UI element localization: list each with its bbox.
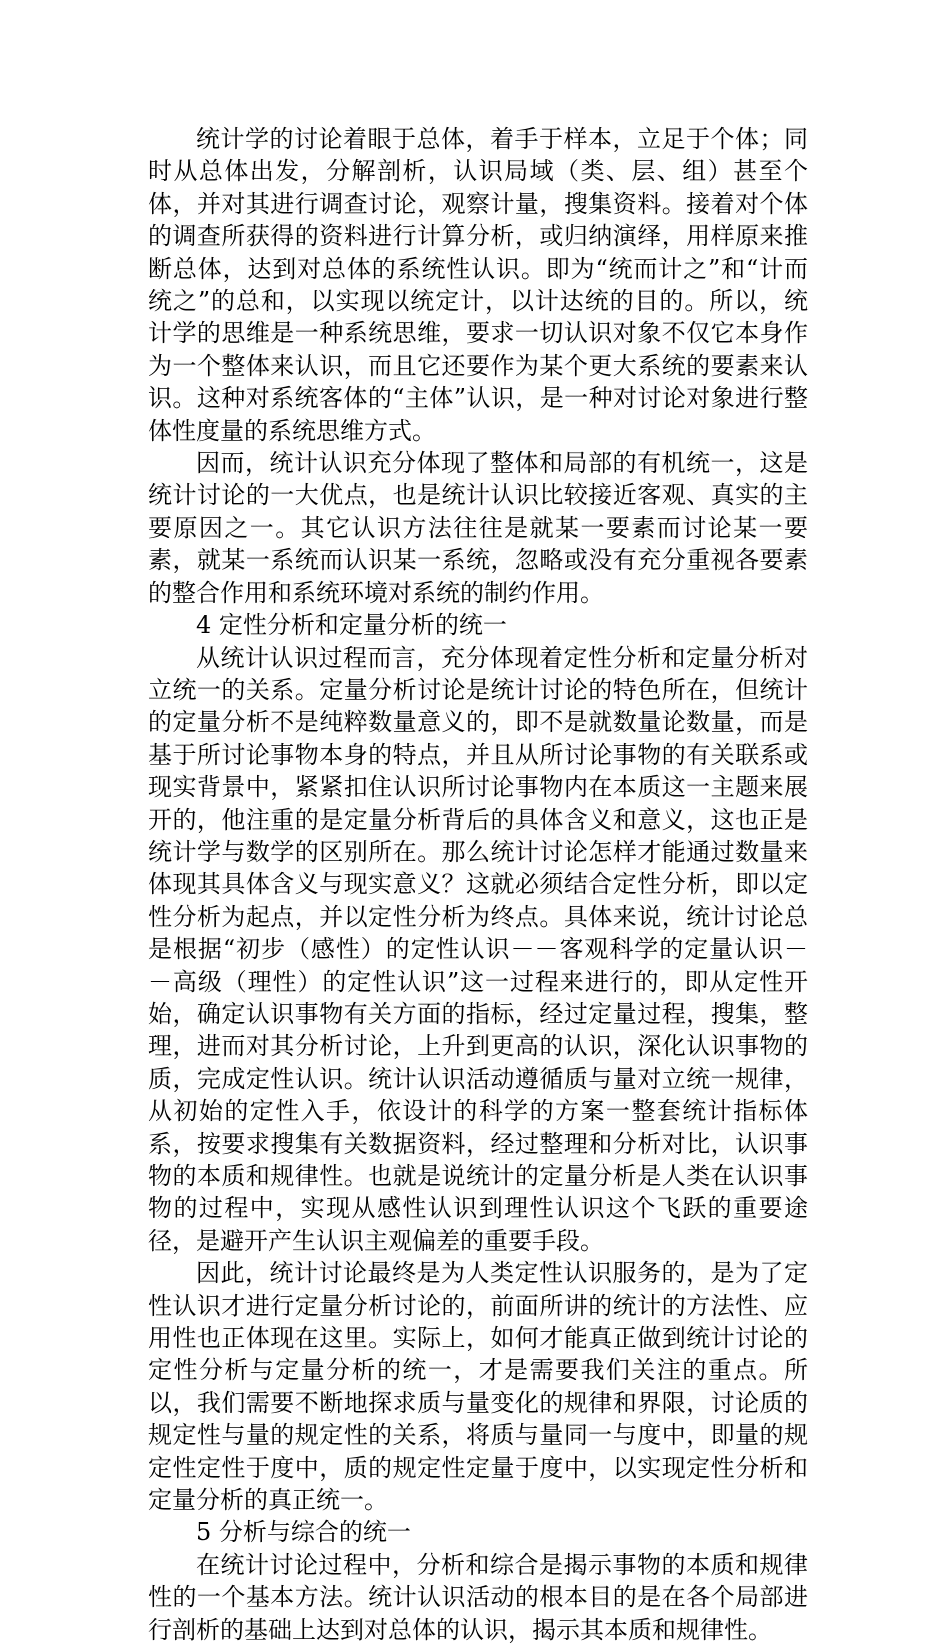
paragraph-system-thinking: 统计学的讨论着眼于总体，着手于样本，立足于个体；同时从总体出发，分解剖析，认识局域（类、层、组）甚至个体，并对其进行调查讨论，观察计量，搜集资料。接着对个体的调查所获得的资料进行计算分析，或归纳演绎，用样原来推断总体，达到对总体的系统性认识。即为“统而计之”和“计而统之”的总和，以实现以统定计，以计达统的目的。所以，统计学的思维是一种系统思维，要求一切认识对象不仅它本身作为一个整体来认识，而且它还要作为某个更大系统的要素来认识。这种对系统客体的“主体”认识，是一种对讨论对象进行整体性度量的系统思维方式。	[148, 125, 808, 445]
paragraph-analysis-synthesis: 在统计讨论过程中，分析和综合是揭示事物的本质和规律性的一个基本方法。统计认识活动的根本目的是在各个局部进行剖析的基础上达到对总体的认识，揭示其本质和规律性。	[148, 1550, 808, 1644]
paragraph-conclusion-unity: 因此，统计讨论最终是为人类定性认识服务的，是为了定性认识才进行定量分析讨论的，前面所讲的统计的方法性、应用性也正体现在这里。实际上，如何才能真正做到统计讨论的定性分析与定量分析的统一，才是需要我们关注的重点。所以，我们需要不断地探求质与量变化的规律和界限，讨论质的规定性与量的规定性的关系，将质与量同一与度中，即量的规定性定性于度中，质的规定性定量于度中，以实现定性分析和定量分析的真正统一。	[148, 1259, 808, 1515]
paragraph-qualitative-quantitative: 从统计认识过程而言，充分体现着定性分析和定量分析对立统一的关系。定量分析讨论是统计讨论的特色所在，但统计的定量分析不是纯粹数量意义的，即不是就数量论数量，而是基于所讨论事物本身的特点，并且从所讨论事物的有关联系或现实背景中，紧紧扣住认识所讨论事物内在本质这一主题来展开的，他注重的是定量分析背后的具体含义和意义，这也正是统计学与数学的区别所在。那么统计讨论怎样才能通过数量来体现其具体含义与现实意义？这就必须结合定性分析，即以定性分析为起点，并以定性分析为终点。具体来说，统计讨论总是根据“初步（感性）的定性认识－－客观科学的定量认识－－高级（理性）的定性认识”这一过程来进行的，即从定性开始，确定认识事物有关方面的指标，经过定量过程，搜集，整理，进而对其分析讨论，上升到更高的认识，深化认识事物的质，完成定性认识。统计认识活动遵循质与量对立统一规律，从初始的定性入手，依设计的科学的方案一整套统计指标体系，按要求搜集有关数据资料，经过整理和分析对比，认识事物的本质和规律性。也就是说统计的定量分析是人类在认识事物的过程中，实现从感性认识到理性认识这个飞跃的重要途径，是避开产生认识主观偏差的重要手段。	[148, 643, 808, 1255]
document-body	[148, 123, 808, 1646]
paragraph-whole-and-part: 因而，统计认识充分体现了整体和局部的有机统一，这是统计讨论的一大优点，也是统计认识比较接近客观、真实的主要原因之一。其它认识方法往往是就某一要素而讨论某一要素，就某一系统而认识某一系统，忽略或没有充分重视各要素的整合作用和系统环境对系统的制约作用。	[148, 449, 808, 607]
section-heading-4: 4 定性分析和定量分析的统一	[196, 611, 507, 640]
section-heading-5: 5 分析与综合的统一	[196, 1518, 411, 1547]
